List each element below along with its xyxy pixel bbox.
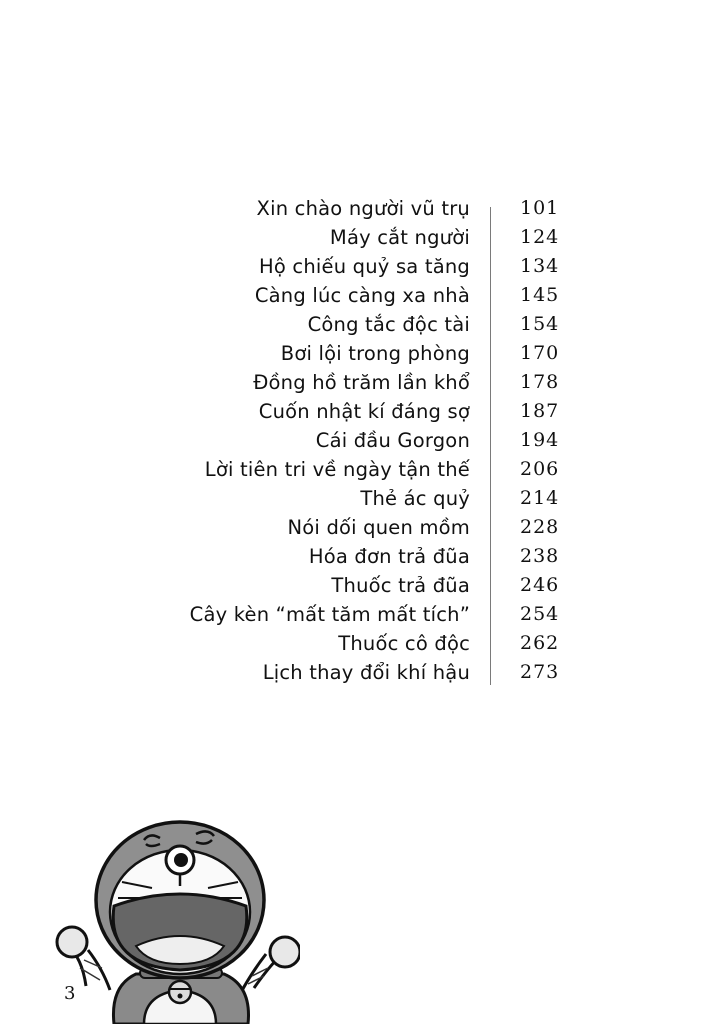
toc-entry-page: 170 [520, 342, 560, 364]
toc-row[interactable] [0, 603, 720, 632]
toc-entry-title: Thẻ ác quỷ [360, 487, 470, 510]
toc-entry-page: 206 [520, 458, 560, 480]
toc-entry-title: Hóa đơn trả đũa [308, 545, 470, 568]
toc-entry-title: Càng lúc càng xa nhà [254, 284, 470, 307]
toc-row[interactable] [0, 458, 720, 487]
toc-entry-title: Máy cắt người [329, 226, 470, 249]
toc-row[interactable] [0, 574, 720, 603]
toc-entry-page: 246 [520, 574, 560, 596]
toc-entry-title: Xin chào người vũ trụ [256, 197, 470, 220]
toc-row[interactable] [0, 516, 720, 545]
toc-entry-title: Nói dối quen mồm [287, 516, 470, 539]
toc-entry-page: 134 [520, 255, 560, 277]
toc-row[interactable] [0, 400, 720, 429]
toc-entry-title: Thuốc cô độc [338, 632, 470, 655]
toc-entry-page: 194 [520, 429, 560, 451]
toc-entry-title: Đồng hồ trăm lần khổ [253, 371, 470, 394]
toc-entry-title: Hộ chiếu quỷ sa tăng [259, 255, 470, 278]
toc-entry-page: 187 [520, 400, 560, 422]
doraemon-crying-icon [40, 818, 300, 1024]
toc-row[interactable] [0, 313, 720, 342]
toc-row[interactable] [0, 342, 720, 371]
toc-row[interactable] [0, 487, 720, 516]
toc-entry-title: Lịch thay đổi khí hậu [262, 661, 470, 684]
toc-entry-page: 178 [520, 371, 560, 393]
toc-divider [490, 207, 491, 685]
toc-row[interactable] [0, 545, 720, 574]
toc-entry-page: 124 [520, 226, 560, 248]
toc-row[interactable] [0, 632, 720, 661]
toc-row[interactable] [0, 197, 720, 226]
toc-entry-title: Cuốn nhật kí đáng sợ [258, 400, 470, 423]
toc-row[interactable] [0, 371, 720, 400]
toc-entry-page: 262 [520, 632, 560, 654]
toc-entry-title: Công tắc độc tài [307, 313, 470, 336]
toc-row[interactable] [0, 661, 720, 690]
toc-entry-page: 214 [520, 487, 560, 509]
toc-entry-page: 228 [520, 516, 560, 538]
toc-row[interactable] [0, 429, 720, 458]
toc-entry-page: 238 [520, 545, 560, 567]
toc-entry-title: Bơi lội trong phòng [280, 342, 470, 365]
toc-entry-title: Cái đầu Gorgon [315, 429, 470, 452]
toc-entry-title: Thuốc trả đũa [331, 574, 470, 597]
toc-entry-title: Cây kèn “mất tăm mất tích” [189, 603, 470, 626]
page-number: 3 [64, 983, 76, 1004]
toc-entry-page: 145 [520, 284, 560, 306]
toc-entry-page: 154 [520, 313, 560, 335]
toc-entry-page: 273 [520, 661, 560, 683]
toc-row[interactable] [0, 226, 720, 255]
toc-row[interactable] [0, 284, 720, 313]
table-of-contents [0, 197, 720, 690]
toc-entry-page: 101 [520, 197, 560, 219]
toc-entry-page: 254 [520, 603, 560, 625]
toc-row[interactable] [0, 255, 720, 284]
toc-entry-title: Lời tiên tri về ngày tận thế [204, 458, 470, 481]
